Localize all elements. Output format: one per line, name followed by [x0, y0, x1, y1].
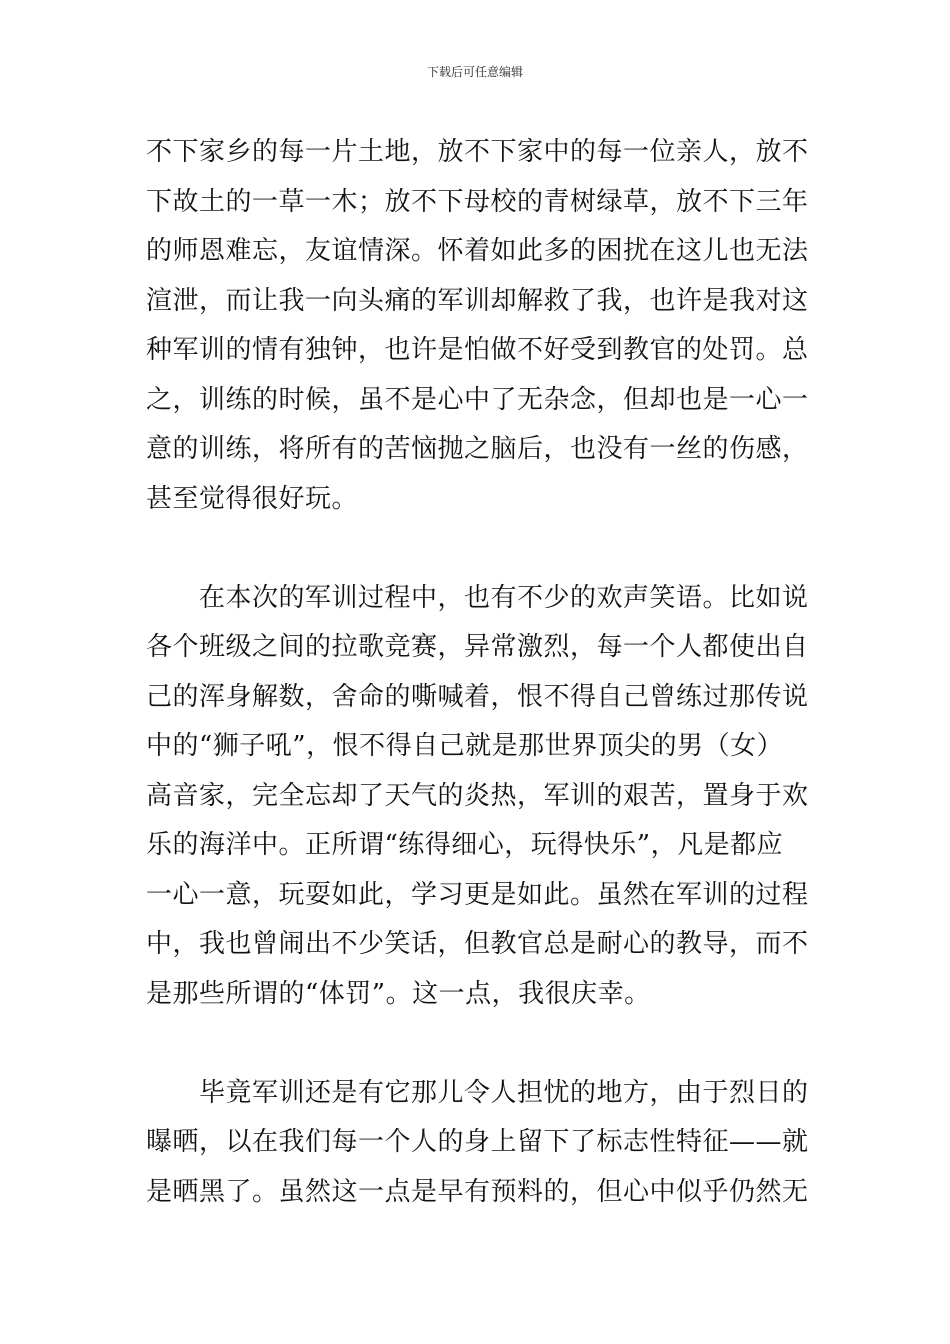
- text-line: 种军训的情有独钟，也许是怕做不好受到教官的处罚。总: [146, 335, 809, 365]
- text-line: 是那些所谓的“体罚”。这一点，我很庆幸。: [146, 978, 651, 1009]
- text-line: 高音家，完全忘却了天气的炎热，军训的艰苦，置身于欢: [146, 780, 809, 811]
- paragraph-gap: [146, 1019, 810, 1069]
- text-line: 是晒黑了。虽然这一点是早有预料的，但心中似乎仍然无: [146, 1176, 809, 1207]
- text-line: 渲泄，而让我一向头痛的军训却解救了我，也许是我对这: [146, 285, 809, 316]
- paragraph-1: [146, 128, 810, 524]
- text-line: 毕竟军训还是有它那儿令人担忧的地方，由于烈日的: [146, 1077, 809, 1108]
- page-header: 下载后可任意编辑: [426, 65, 523, 79]
- paragraph-2: [146, 574, 810, 1020]
- text-line: 中，我也曾闹出不少笑话，但教官总是耐心的教导，而不: [146, 929, 809, 959]
- text-line: 下故土的一草一木；放不下母校的青树绿草，放不下三年: [146, 186, 809, 217]
- text-line: 乐的海洋中。正所谓“练得细心，玩得快乐”，凡是都应: [146, 830, 784, 860]
- document-body: [146, 128, 810, 1217]
- text-line: 甚至觉得很好玩。: [146, 483, 359, 514]
- text-line: 己的浑身解数，舍命的嘶喊着，恨不得自己曾练过那传说: [146, 681, 809, 712]
- text-line: 意的训练，将所有的苦恼抛之脑后，也没有一丝的伤感，: [146, 434, 809, 464]
- paragraph-gap: [146, 524, 810, 574]
- text-line: 各个班级之间的拉歌竞赛，异常激烈，每一个人都使出自: [146, 632, 809, 662]
- text-line: 一心一意，玩耍如此，学习更是如此。虽然在军训的过程: [146, 879, 809, 910]
- text-line: 的师恩难忘，友谊情深。怀着如此多的困扰在这儿也无法: [146, 236, 809, 266]
- paragraph-3: [146, 1069, 810, 1218]
- text-line: 在本次的军训过程中，也有不少的欢声笑语。比如说: [146, 582, 809, 613]
- text-line: 曝晒，以在我们每一个人的身上留下了标志性特征——就: [146, 1127, 809, 1157]
- text-line: 中的“狮子吼”，恨不得自己就是那世界顶尖的男（女）: [146, 731, 784, 761]
- text-line: 之，训练的时候，虽不是心中了无杂念，但却也是一心一: [146, 384, 809, 415]
- text-line: 不下家乡的每一片土地，放不下家中的每一位亲人，放不: [146, 137, 809, 167]
